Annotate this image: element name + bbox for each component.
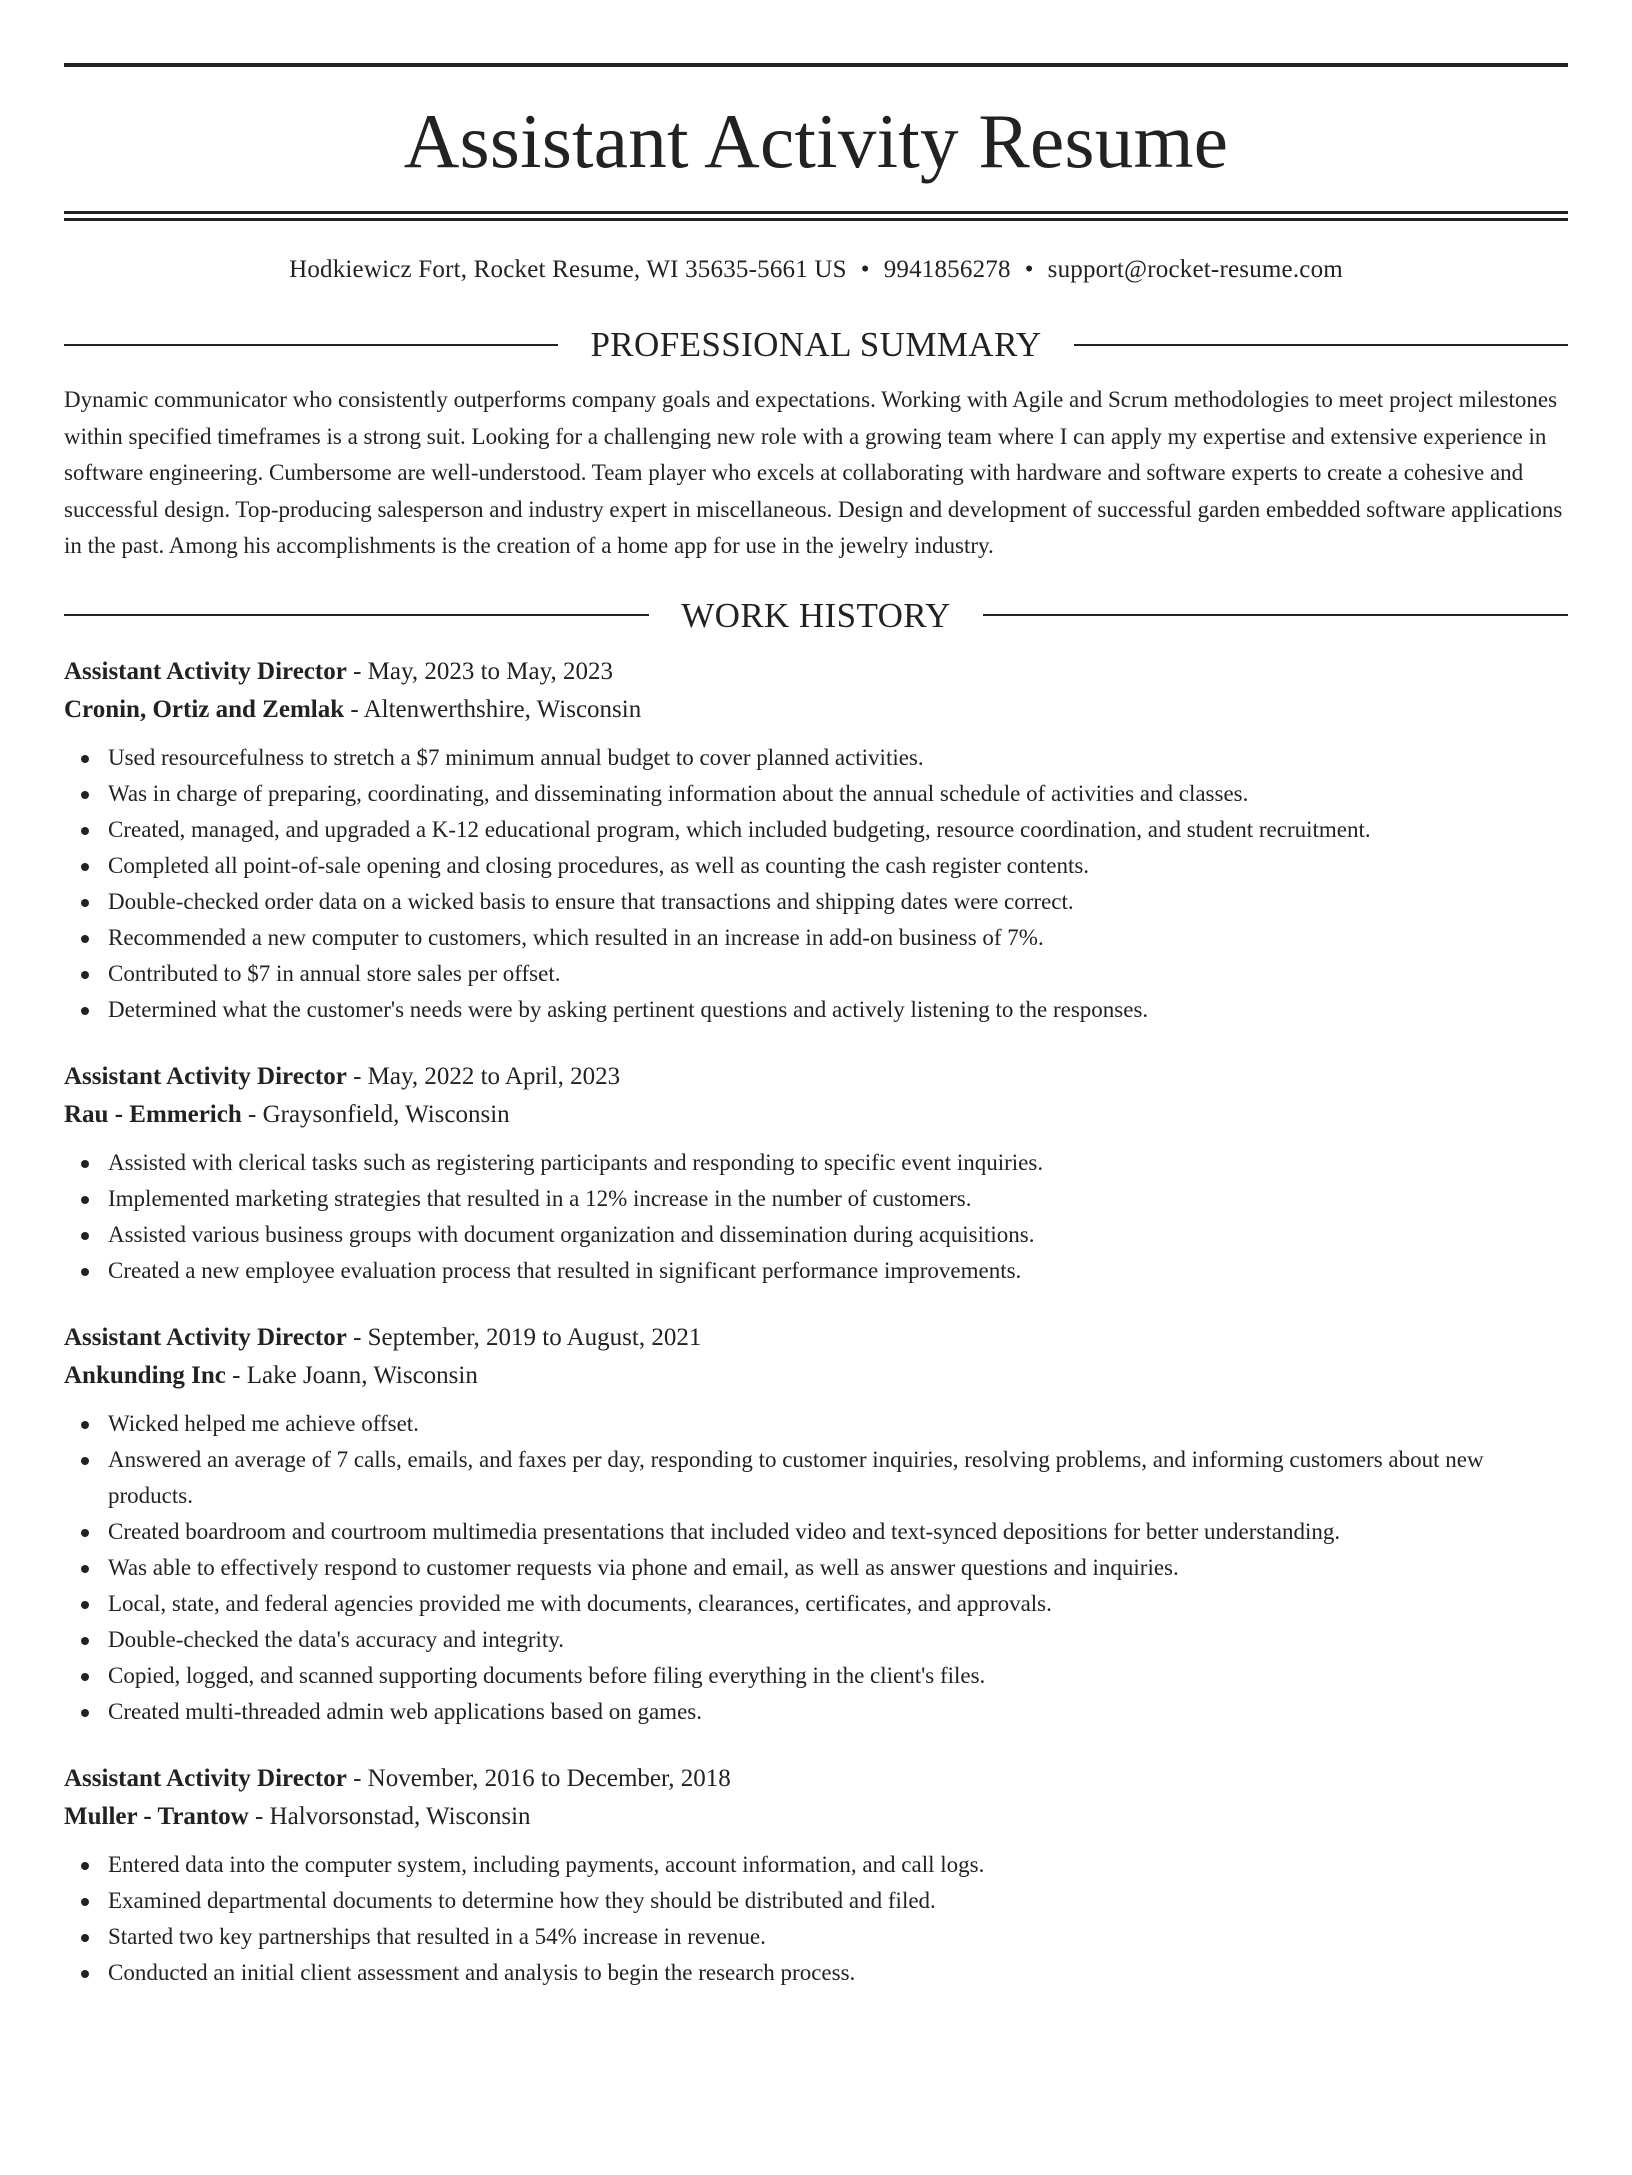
job-location: - Halvorsonstad, Wisconsin [248,1802,531,1830]
job-bullet: Created, managed, and upgraded a K-12 educational program, which included budgeting, resource coordination, and student recruitment. [64,812,1568,848]
job-bullet: Double-checked the data's accuracy and integrity. [64,1622,1568,1658]
job-location: - Altenwerthshire, Wisconsin [344,695,642,723]
job-bullet: Answered an average of 7 calls, emails, and faxes per day, responding to customer inquiries, resolving problems, and informing customers about new products. [64,1442,1568,1514]
job-title: Assistant Activity Director [64,1323,347,1351]
job-dates: - November, 2016 to December, 2018 [346,1764,731,1792]
job-bullet: Double-checked order data on a wicked basis to ensure that transactions and shipping dates were correct. [64,884,1568,920]
summary-text: Dynamic communicator who consistently outperforms company goals and expectations. Working with Agile and Scrum methodologies to meet project milestones within specified timeframes is a strong suit. Looking for a challenging new role with a growing team where I can apply my expertise and extensive experience in software engineering. Cumbersome are well-understood. Team player who excels at collaborating with hardware and software experts to create a cohesive and successful design. Top-producing salesperson and industry expert in miscellaneous. Design and development of successful garden embedded software applications in the past. Among his accomplishments is the creation of a home app for use in the jewelry industry. [64,387,1563,559]
job-bullets [64,1847,1568,1991]
contact-phone: 9941856278 [883,256,1011,283]
job-entry [64,1319,1568,1730]
job-bullet: Created boardroom and courtroom multimedia presentations that included video and text-synced depositions for better understanding. [64,1514,1568,1550]
job-entry [64,1760,1568,1991]
summary-heading-label: PROFESSIONAL SUMMARY [590,325,1042,364]
job-dates: - September, 2019 to August, 2021 [346,1323,702,1351]
job-company: Rau - Emmerich [64,1100,242,1128]
job-bullets [64,740,1568,1028]
job-bullet: Created multi-threaded admin web applications based on games. [64,1694,1568,1730]
job-bullet: Entered data into the computer system, including payments, account information, and call logs. [64,1847,1568,1883]
job-bullet: Started two key partnerships that resulted in a 54% increase in revenue. [64,1919,1568,1955]
job-bullet: Assisted various business groups with document organization and dissemination during acquisitions. [64,1217,1568,1253]
job-bullet: Contributed to $7 in annual store sales per offset. [64,956,1568,992]
resume-page [0,63,1632,2175]
job-company: Cronin, Ortiz and Zemlak [64,695,345,723]
job-title: Assistant Activity Director [64,1764,347,1792]
heading-rule-left [64,614,649,616]
contact-address: Hodkiewicz Fort, Rocket Resume, WI 35635-5661 US [289,256,847,283]
heading-rule-left [64,344,558,346]
job-dates: - May, 2023 to May, 2023 [346,657,613,685]
contact-separator: • [1024,256,1034,283]
job-dates: - May, 2022 to April, 2023 [346,1062,621,1090]
job-title-line [64,653,1568,691]
job-location: - Lake Joann, Wisconsin [225,1361,478,1389]
title-double-rule [64,211,1568,221]
work-history-heading [64,595,1568,635]
resume-title: Assistant Activity Resume [403,98,1229,184]
job-title-line [64,1058,1568,1096]
job-entry [64,1058,1568,1289]
job-company: Muller - Trantow [64,1802,249,1830]
job-bullet: Completed all point-of-sale opening and closing procedures, as well as counting the cash register contents. [64,848,1568,884]
job-entry [64,653,1568,1028]
job-bullet: Conducted an initial client assessment and analysis to begin the research process. [64,1955,1568,1991]
job-company-line [64,1357,1568,1395]
summary-heading [64,327,1568,362]
contact-separator: • [860,256,870,283]
contact-line [64,257,1568,282]
contact-email: support@rocket-resume.com [1047,256,1343,283]
work-history-heading-label: WORK HISTORY [681,595,951,635]
top-rule [64,63,1568,67]
job-bullet: Copied, logged, and scanned supporting documents before filing everything in the client's files. [64,1658,1568,1694]
heading-rule-right [1074,344,1568,346]
job-bullets [64,1145,1568,1289]
job-company-line [64,691,1568,729]
job-bullets [64,1406,1568,1730]
job-title-line [64,1319,1568,1357]
job-bullet: Examined departmental documents to determine how they should be distributed and filed. [64,1883,1568,1919]
job-title-line [64,1760,1568,1798]
job-bullet: Created a new employee evaluation process that resulted in significant performance improvements. [64,1253,1568,1289]
job-bullet: Local, state, and federal agencies provided me with documents, clearances, certificates, and approvals. [64,1586,1568,1622]
job-bullet: Implemented marketing strategies that resulted in a 12% increase in the number of customers. [64,1181,1568,1217]
job-company: Ankunding Inc [64,1361,226,1389]
job-bullet: Was in charge of preparing, coordinating, and disseminating information about the annual schedule of activities and classes. [64,776,1568,812]
job-location: - Graysonfield, Wisconsin [241,1100,510,1128]
job-title: Assistant Activity Director [64,1062,347,1090]
job-company-line [64,1798,1568,1836]
job-list [64,653,1568,1991]
job-bullet: Wicked helped me achieve offset. [64,1406,1568,1442]
job-bullet: Determined what the customer's needs were by asking pertinent questions and actively listening to the responses. [64,992,1568,1028]
job-company-line [64,1096,1568,1134]
job-bullet: Used resourcefulness to stretch a $7 minimum annual budget to cover planned activities. [64,740,1568,776]
job-bullet: Assisted with clerical tasks such as registering participants and responding to specific event inquiries. [64,1145,1568,1181]
job-bullet: Was able to effectively respond to customer requests via phone and email, as well as answer questions and inquiries. [64,1550,1568,1586]
job-title: Assistant Activity Director [64,657,347,685]
heading-rule-right [983,614,1568,616]
job-bullet: Recommended a new computer to customers, which resulted in an increase in add-on business of 7%. [64,920,1568,956]
